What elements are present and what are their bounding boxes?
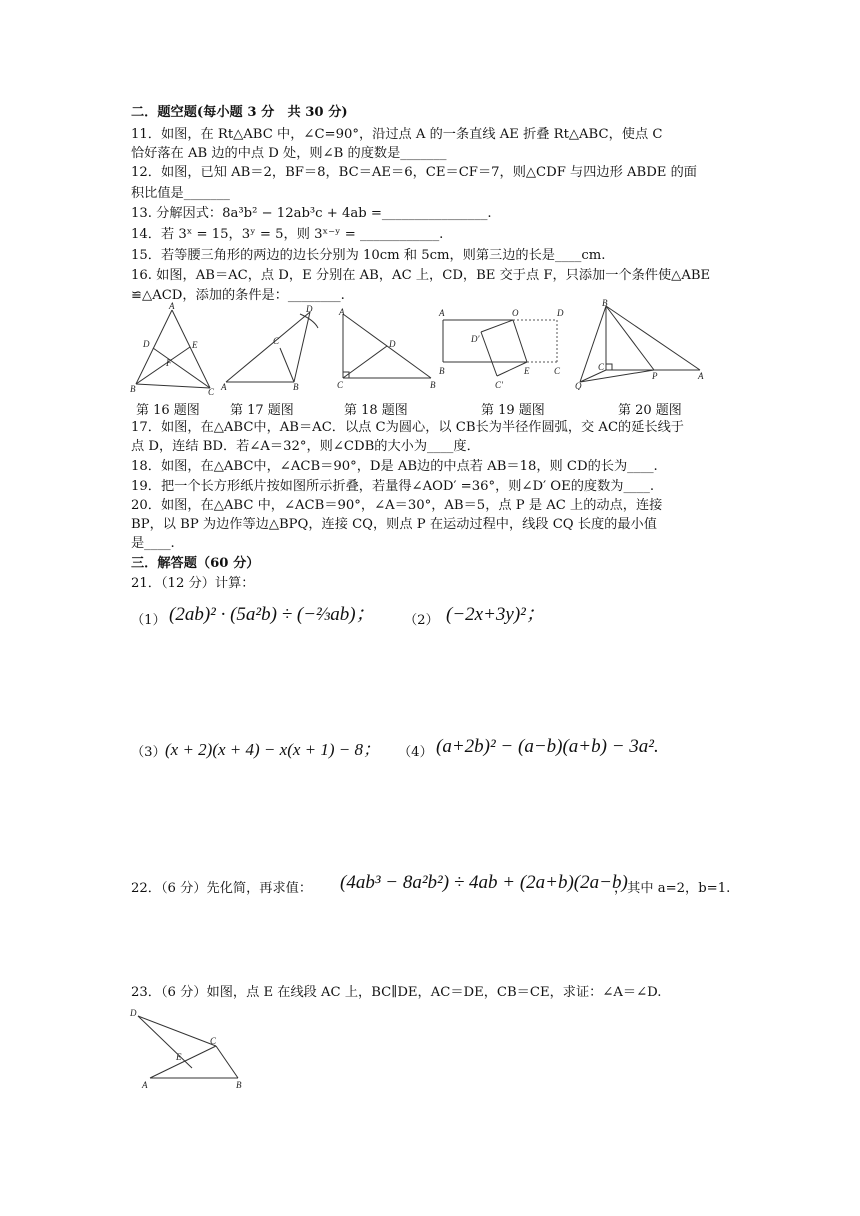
q22-label: 22．（6 分）先化简，再求值： bbox=[131, 881, 313, 896]
caption-fig19: 第 19 题图 bbox=[481, 403, 545, 418]
q21-3-label: （3） bbox=[131, 745, 166, 760]
svg-text:E: E bbox=[176, 1052, 182, 1062]
svg-text:D: D bbox=[306, 304, 313, 314]
q20-line1: 20．如图，在△ABC 中，∠ACB＝90°，∠A＝30°，AB＝5，点 P 是 AC 上的动点，连接 bbox=[131, 498, 663, 513]
q12-line2: 积比值是_______ bbox=[131, 186, 230, 201]
q21-1-expression: (2ab)² · (5a²b) ÷ (−⅔ab)； bbox=[169, 604, 375, 625]
q14: 14．若 3ˣ = 15，3ʸ = 5，则 3ˣ⁻ʸ = ____________. bbox=[131, 227, 444, 242]
svg-text:D′: D′ bbox=[471, 334, 480, 344]
svg-text:O: O bbox=[512, 308, 519, 318]
svg-text:B: B bbox=[602, 298, 608, 308]
q17-line2: 点 D，连结 BD．若∠A＝32°，则∠CDB的大小为____度． bbox=[131, 439, 480, 454]
svg-text:A: A bbox=[169, 302, 175, 311]
svg-text:A: A bbox=[221, 382, 227, 392]
svg-text:D: D bbox=[557, 308, 564, 318]
svg-text:C: C bbox=[598, 362, 605, 372]
svg-text:B: B bbox=[293, 382, 299, 392]
svg-text:B: B bbox=[130, 384, 136, 394]
svg-text:A: A bbox=[439, 308, 445, 318]
figure-17 bbox=[220, 304, 332, 396]
svg-text:C: C bbox=[208, 387, 215, 396]
figure-18 bbox=[333, 306, 443, 396]
svg-text:A: A bbox=[339, 307, 345, 317]
svg-text:C: C bbox=[273, 336, 280, 346]
figure-23 bbox=[128, 1002, 248, 1094]
svg-text:C: C bbox=[210, 1036, 217, 1046]
q21-3-expression: (x + 2)(x + 4) − x(x + 1) − 8； bbox=[165, 740, 381, 759]
svg-text:D: D bbox=[389, 339, 396, 349]
caption-fig17: 第 17 题图 bbox=[230, 403, 294, 418]
q19: 19．把一个长方形纸片按如图所示折叠，若量得∠AOD′ =36°，则∠D′ OE的度数为____. bbox=[131, 479, 655, 494]
svg-text:A: A bbox=[142, 1080, 148, 1090]
section3-title: 三．解答题（60 分） bbox=[131, 556, 260, 571]
figure-16 bbox=[128, 302, 220, 400]
svg-text:A: A bbox=[698, 371, 704, 381]
caption-fig18: 第 18 题图 bbox=[344, 403, 408, 418]
q21-2-label: （2） bbox=[404, 613, 439, 628]
q21-2-expression: (−2x+3y)²； bbox=[446, 604, 545, 625]
q21-4-label: （4） bbox=[398, 745, 433, 760]
svg-text:F: F bbox=[166, 358, 172, 368]
svg-text:C: C bbox=[554, 366, 561, 376]
svg-text:D: D bbox=[130, 1008, 137, 1018]
q16-line2: ≌△ACD，添加的条件是：________. bbox=[131, 288, 345, 303]
svg-text:E: E bbox=[524, 366, 530, 376]
section2-title: 二．题空题(每小题 3 分 共 30 分) bbox=[131, 105, 348, 120]
q11-line1: 11．如图，在 Rt△ABC 中，∠C=90°，沿过点 A 的一条直线 AE 折叠 Rt△ABC，使点 C bbox=[131, 127, 663, 142]
q21-4-expression: (a+2b)² − (a−b)(a+b) − 3a². bbox=[436, 736, 659, 757]
q11-line2: 恰好落在 AB 边的中点 D 处，则∠B 的度数是_______ bbox=[131, 146, 447, 161]
svg-text:Q: Q bbox=[575, 381, 582, 390]
svg-text:B: B bbox=[236, 1080, 242, 1090]
q20-line2: BP，以 BP 为边作等边△BPQ，连接 CQ，则点 P 在运动过程中，线段 CQ 长度的最小值 bbox=[131, 517, 657, 532]
q23: 23．（6 分）如图，点 E 在线段 AC 上，BC∥DE，AC＝DE，CB＝CE，求证：∠A＝∠D. bbox=[131, 985, 662, 1000]
svg-text:B: B bbox=[430, 380, 436, 390]
q15: 15．若等腰三角形的两边的边长分别为 10cm 和 5cm，则第三边的长是____cm. bbox=[131, 248, 606, 263]
figure-20 bbox=[574, 298, 710, 394]
q21-title: 21．（12 分）计算： bbox=[131, 576, 255, 591]
q18: 18．如图，在△ABC中，∠ACB＝90°，D是 AB边的中点若 AB＝18，则 CD的长为____. bbox=[131, 459, 658, 474]
svg-text:D: D bbox=[143, 339, 150, 349]
caption-fig20: 第 20 题图 bbox=[618, 403, 682, 418]
q13: 13. 分解因式：8a³b² − 12ab³c + 4ab =________________. bbox=[131, 206, 492, 221]
q21-1-label: （1） bbox=[131, 613, 166, 628]
q16-line1: 16. 如图，AB＝AC，点 D，E 分别在 AB，AC 上，CD，BE 交于点 F，只添加一个条件使△ABE bbox=[131, 268, 711, 283]
svg-text:B: B bbox=[439, 366, 445, 376]
figure-19 bbox=[437, 304, 573, 396]
svg-text:P: P bbox=[652, 371, 658, 381]
q20-line3: 是____. bbox=[131, 536, 175, 551]
caption-fig16: 第 16 题图 bbox=[136, 403, 200, 418]
q12-line1: 12．如图，已知 AB＝2，BF＝8，BC＝AE＝6，CE＝CF＝7，则△CDF 与四边形 ABDE 的面 bbox=[131, 165, 697, 180]
svg-text:C′: C′ bbox=[495, 380, 503, 390]
q22-values: ，其中 a=2，b=1. bbox=[614, 881, 731, 896]
svg-text:E: E bbox=[192, 340, 198, 350]
svg-text:C: C bbox=[337, 380, 344, 390]
q17-line1: 17．如图，在△ABC中，AB＝AC．以点 C为圆心，以 CB长为半径作圆弧，交 AC的延长线于 bbox=[131, 420, 684, 435]
q22-expression: (4ab³ − 8a²b²) ÷ 4ab + (2a+b)(2a−b) bbox=[340, 872, 628, 893]
